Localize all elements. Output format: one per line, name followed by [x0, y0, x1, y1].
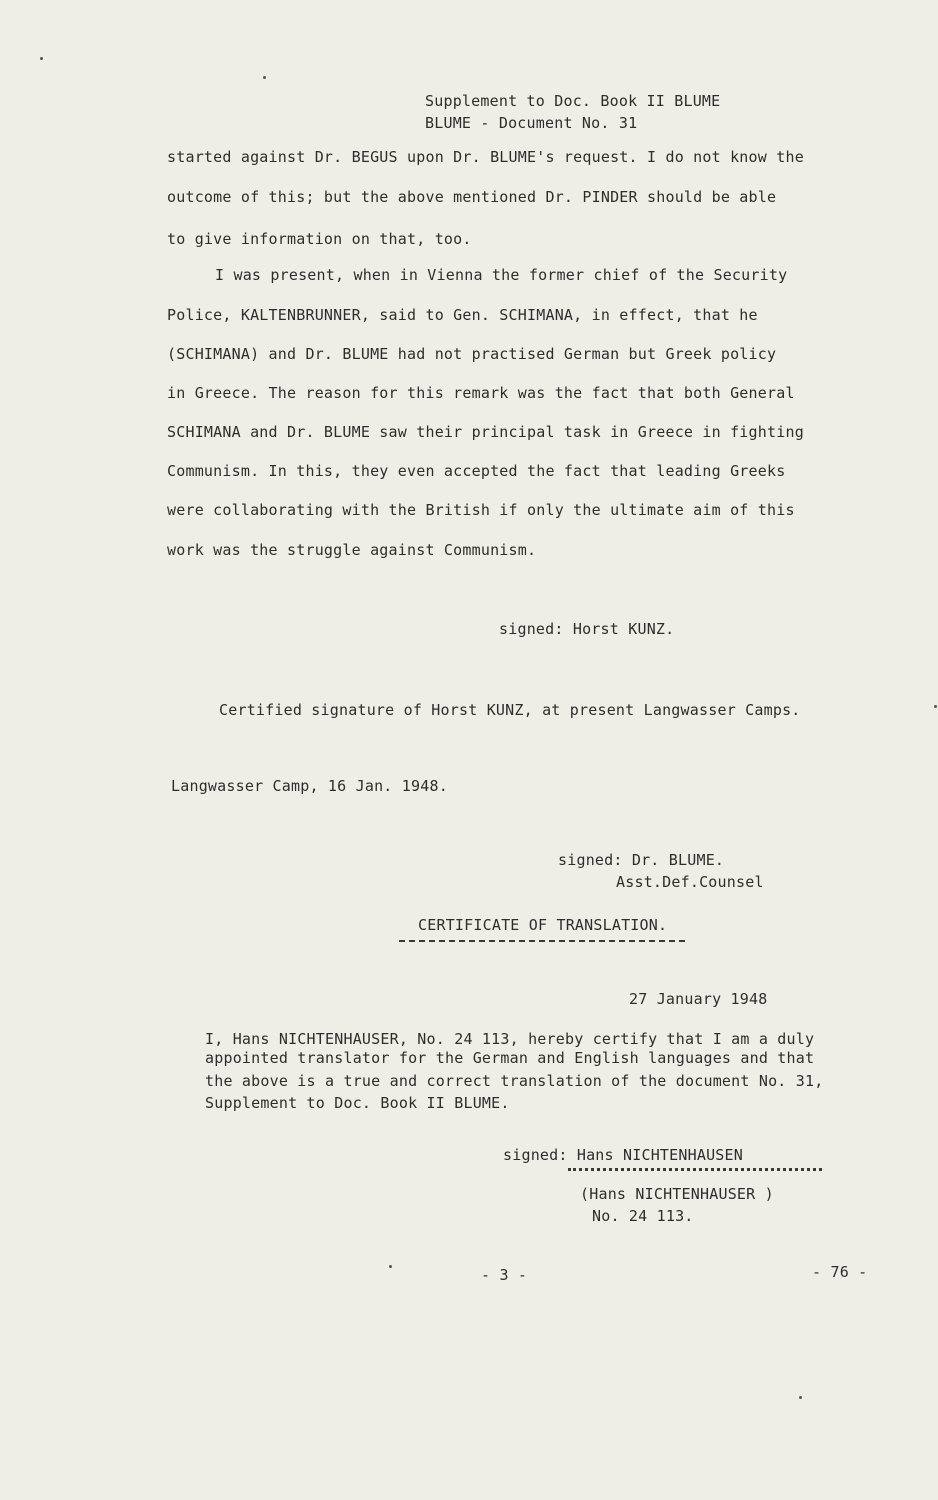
title-underline: [399, 940, 685, 942]
signature-dotted-line: [568, 1168, 822, 1171]
body-line: to give information on that, too.: [167, 230, 472, 248]
blume-title: Asst.Def.Counsel: [616, 873, 764, 891]
translator-name: (Hans NICHTENHAUSER ): [580, 1185, 774, 1203]
body-line: (SCHIMANA) and Dr. BLUME had not practised German but Greek policy: [167, 345, 777, 363]
certificate-date: 27 January 1948: [629, 990, 768, 1008]
body-line: Communism. In this, they even accepted the fact that leading Greeks: [167, 462, 786, 480]
body-line: were collaborating with the British if only the ultimate aim of this: [167, 501, 795, 519]
paper-speck: [389, 1265, 392, 1268]
body-line: work was the struggle against Communism.: [167, 541, 537, 559]
blume-signature: signed: Dr. BLUME.: [558, 851, 725, 869]
certification-line: Certified signature of Horst KUNZ, at present Langwasser Camps.: [219, 701, 801, 719]
paper-speck: [934, 705, 937, 708]
body-line: Police, KALTENBRUNNER, said to Gen. SCHIMANA, in effect, that he: [167, 306, 758, 324]
certificate-text-line: I, Hans NICHTENHAUSER, No. 24 113, hereby certify that I am a duly: [205, 1030, 815, 1048]
translator-number: No. 24 113.: [592, 1207, 694, 1225]
paper-speck: [40, 57, 43, 60]
body-line: outcome of this; but the above mentioned Dr. PINDER should be able: [167, 188, 777, 206]
page-number-right: - 76 -: [812, 1263, 868, 1281]
paper-speck: [799, 1396, 802, 1399]
signature-kunz: signed: Horst KUNZ.: [499, 620, 675, 638]
body-line: SCHIMANA and Dr. BLUME saw their principal task in Greece in fighting: [167, 423, 804, 441]
header-line-1: Supplement to Doc. Book II BLUME: [425, 92, 721, 110]
place-date: Langwasser Camp, 16 Jan. 1948.: [171, 777, 448, 795]
body-line: I was present, when in Vienna the former chief of the Security: [215, 266, 788, 284]
translator-signature: signed: Hans NICHTENHAUSEN: [503, 1146, 743, 1164]
certificate-text-line: the above is a true and correct translation of the document No. 31,: [205, 1072, 824, 1090]
certificate-title: CERTIFICATE OF TRANSLATION.: [418, 916, 668, 934]
body-line: started against Dr. BEGUS upon Dr. BLUME's request. I do not know the: [167, 148, 804, 166]
header-line-2: BLUME - Document No. 31: [425, 114, 638, 132]
certificate-text-line: Supplement to Doc. Book II BLUME.: [205, 1094, 510, 1112]
certificate-text-line: appointed translator for the German and English languages and that: [205, 1049, 815, 1067]
page-number-center: - 3 -: [481, 1266, 528, 1284]
body-line: in Greece. The reason for this remark was the fact that both General: [167, 384, 795, 402]
paper-speck: [263, 76, 266, 79]
